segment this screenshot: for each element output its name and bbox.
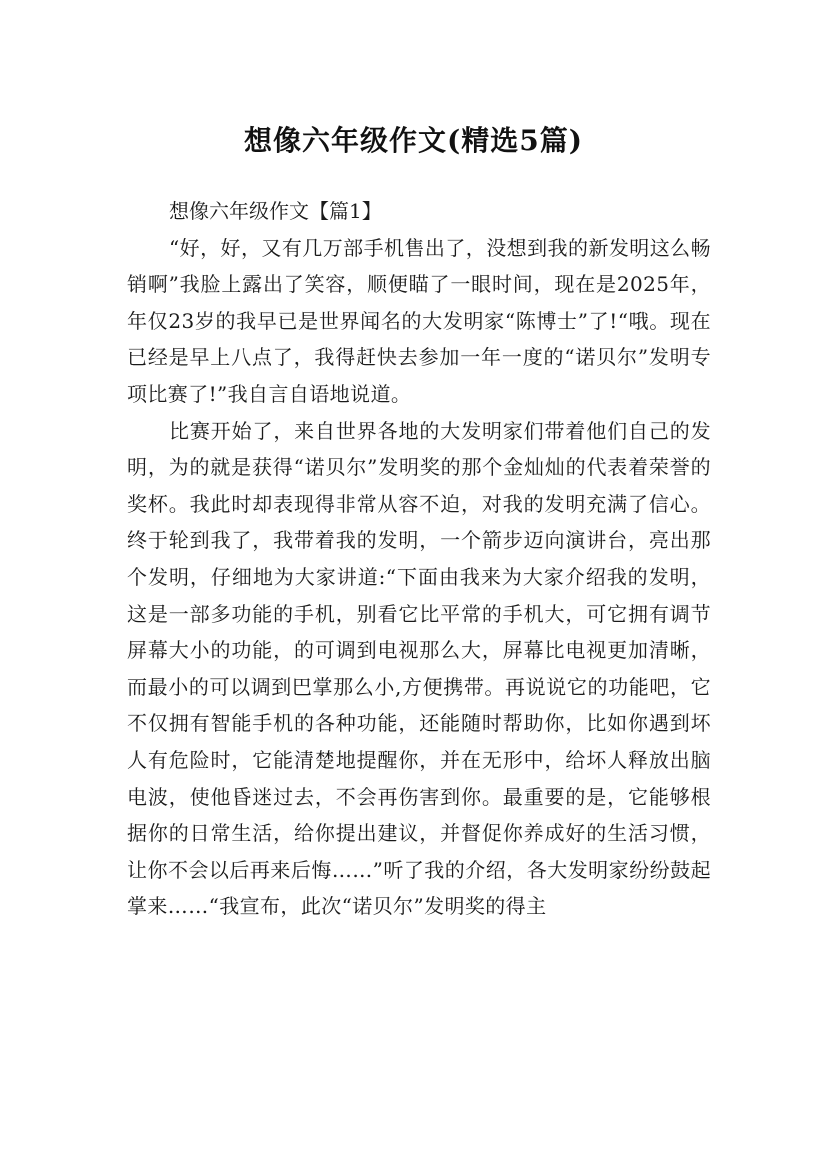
paragraph: “好，好，又有几万部手机售出了，没想到我的新发明这么畅销啊”我脸上露出了笑容，顺便瞄了一眼时间，现在是2025年，年仅23岁的我早已是世界闻名的大发明家“陈博士”了!“哦。现在已经是早上八点了，我得赶快去参加一年一度的“诺贝尔”发明专项比赛了!”我自言自语地说道。: [127, 235, 711, 406]
document-body: [127, 193, 711, 925]
section-heading: 想像六年级作文【篇1】: [169, 199, 382, 223]
paragraph: 比赛开始了，来自世界各地的大发明家们带着他们自己的发明，为的就是获得“诺贝尔”发明奖的那个金灿灿的代表着荣誉的奖杯。我此时却表现得非常从容不迫，对我的发明充满了信心。终于轮到我了，我带着我的发明，一个箭步迈向演讲台，亮出那个发明，仔细地为大家讲道:“下面由我来为大家介绍我的发明，这是一部多功能的手机，别看它比平常的手机大，可它拥有调节屏幕大小的功能，的可调到电视那么大，屏幕比电视更加清晰，而最小的可以调到巴掌那么小,方便携带。再说说它的功能吧，它不仅拥有智能手机的各种功能，还能随时帮助你，比如你遇到坏人有危险时，它能清楚地提醒你，并在无形中，给坏人释放出脑电波，使他昏迷过去，不会再伤害到你。最重要的是，它能够根据你的日常生活，给你提出建议，并督促你养成好的生活习惯，让你不会以后再来后悔……”听了我的介绍，各大发明家纷纷鼓起掌来……“我宣布，此次“诺贝尔”发明奖的得主: [127, 418, 711, 919]
document-title: 想像六年级作文(精选5篇): [244, 123, 583, 157]
